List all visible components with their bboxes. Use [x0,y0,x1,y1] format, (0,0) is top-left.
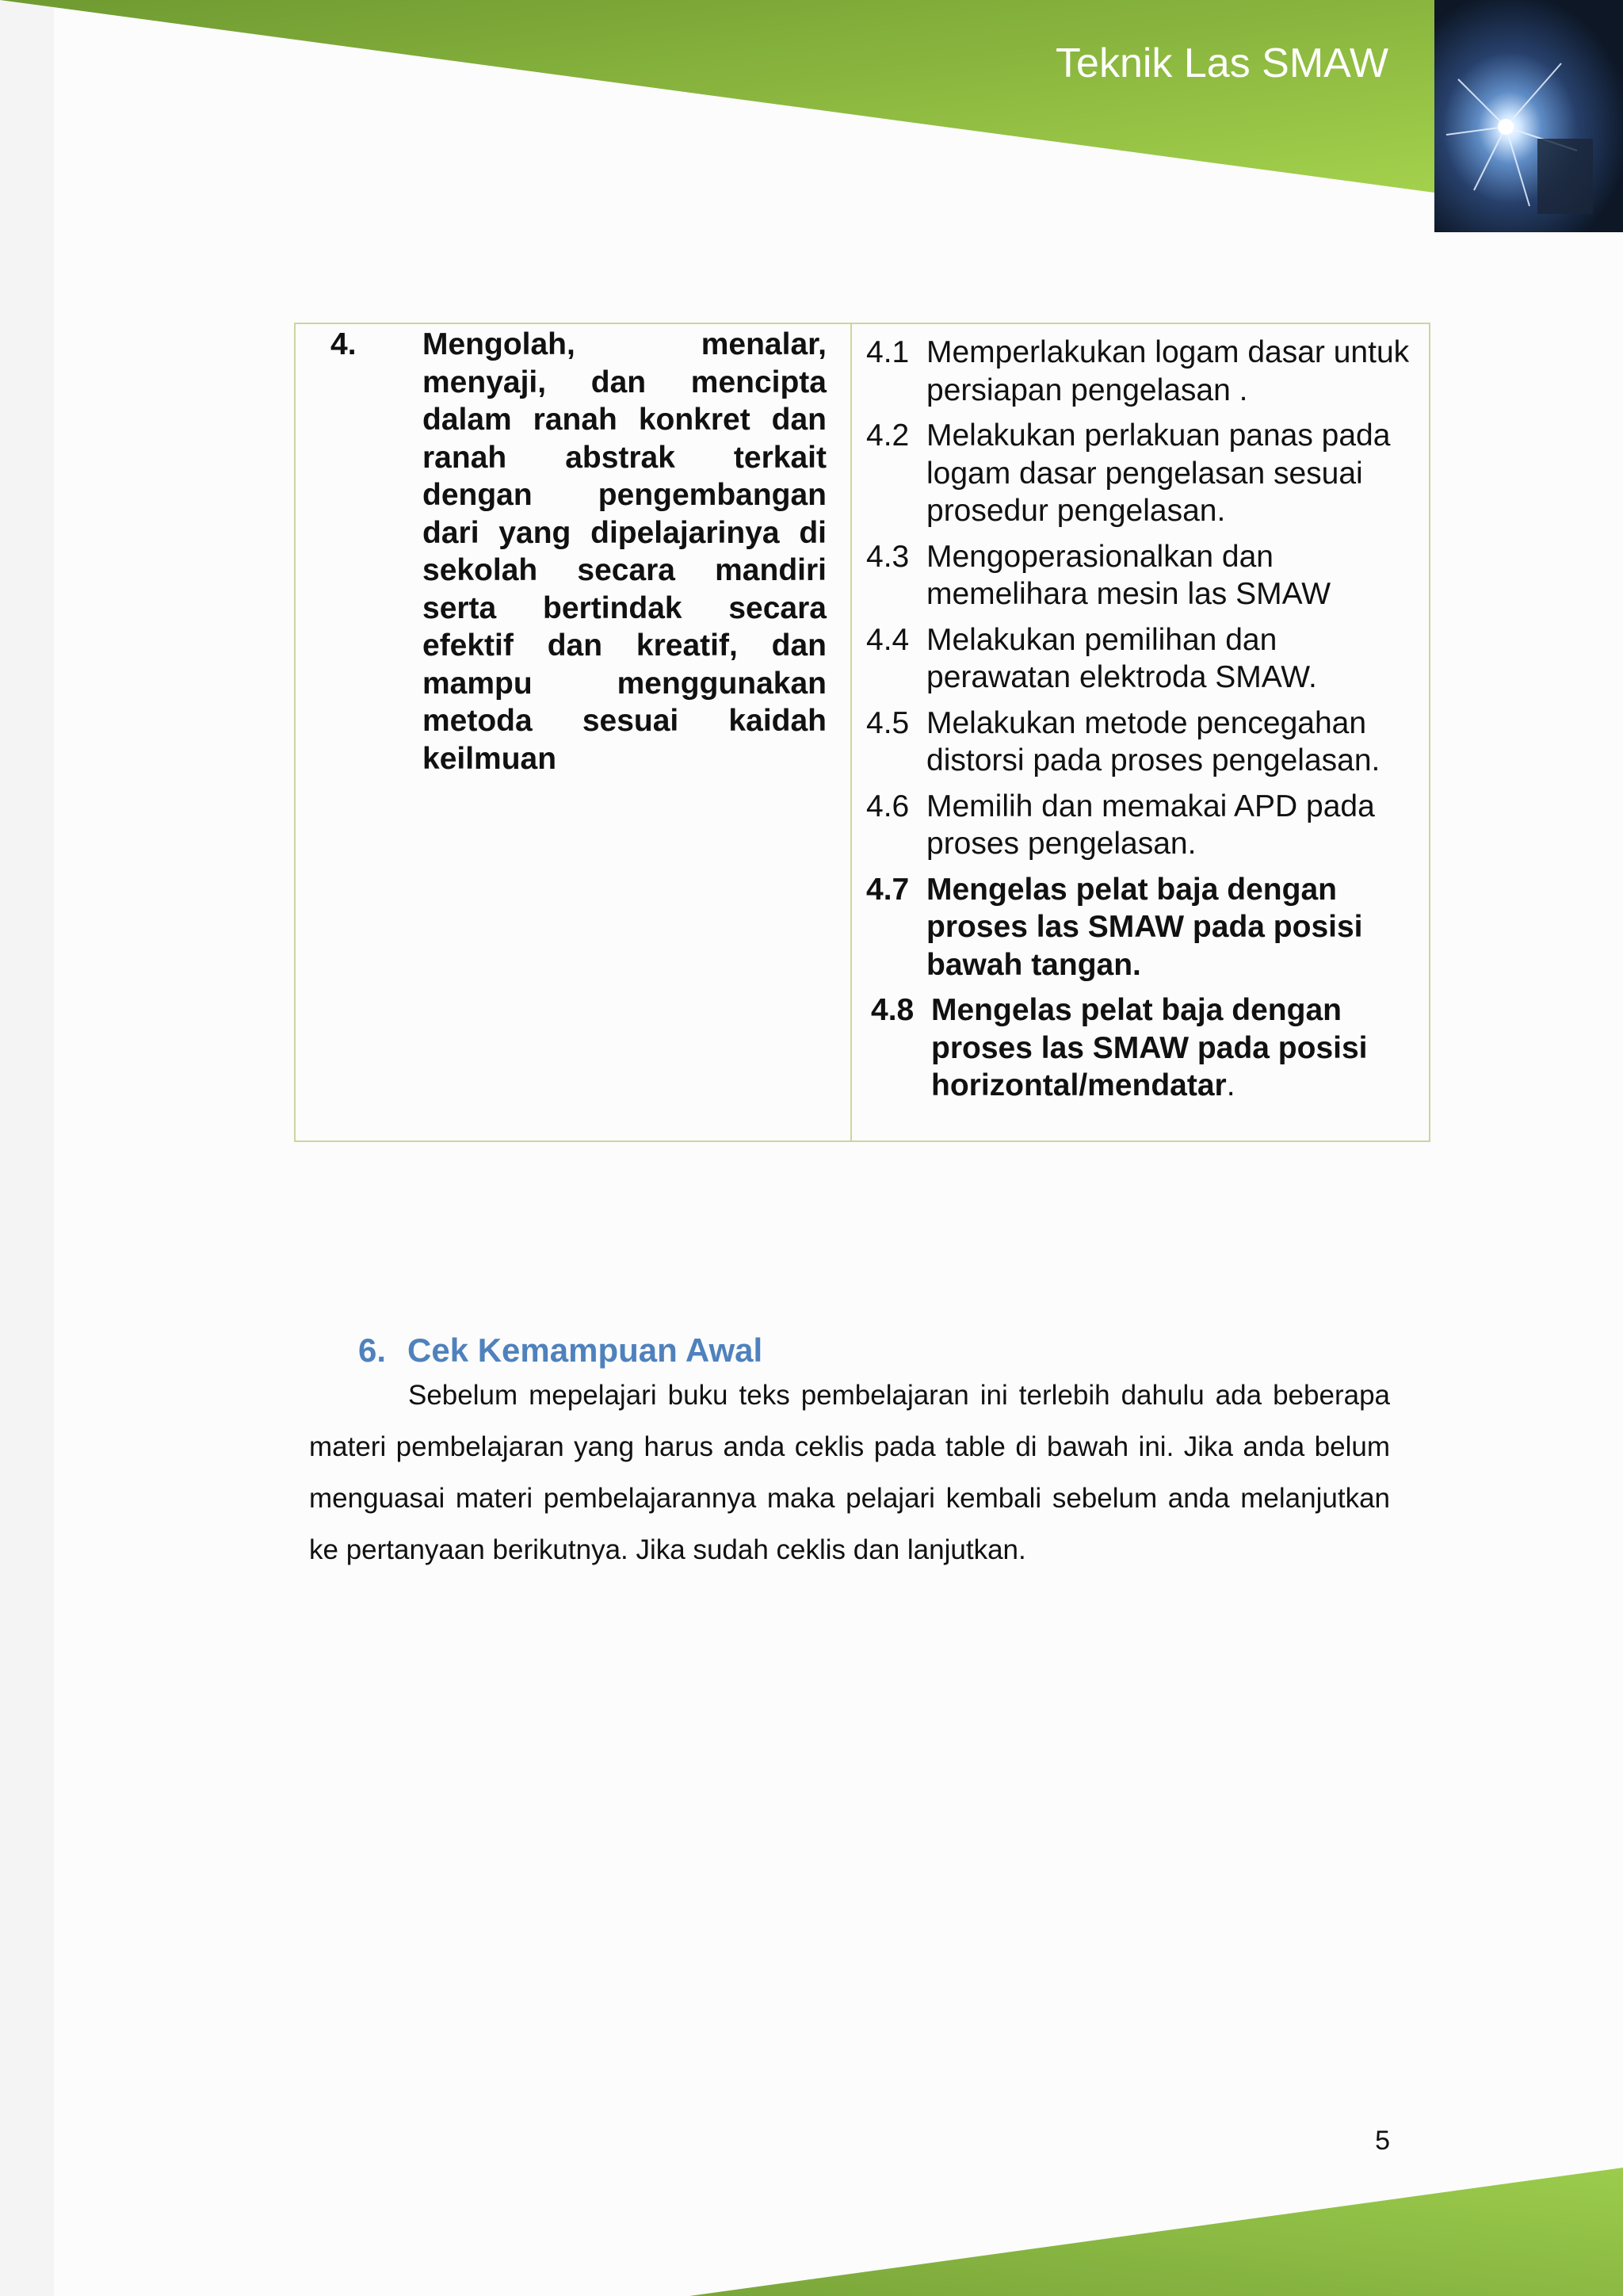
welding-photo-icon [1434,0,1623,232]
list-item-text: Memperlakukan logam dasar untuk persiapan pengelasan . [926,335,1410,407]
list-item-number: 4.2 [866,418,910,453]
page-margin-shade [0,0,54,2296]
list-item [866,538,1421,613]
list-item-text: Mengoperasionalkan dan memelihara mesin las SMAW [926,539,1331,611]
list-item-number: 4.5 [866,705,910,740]
list-item [866,621,1421,697]
list-item [866,334,1421,409]
list-item-text: Mengelas pelat baja dengan proses las SMAW pada posisi bawah tangan. [926,872,1363,982]
list-item-text: Melakukan metode pencegahan distorsi pada proses pengelasan. [926,705,1381,777]
competency-table [294,323,1430,1142]
list-item-number: 4.6 [866,789,910,823]
list-item-number: 4.8 [871,993,915,1027]
list-item [866,417,1421,530]
basic-competency-list [866,334,1421,1113]
list-item [871,991,1421,1105]
table-column-divider [850,324,852,1140]
page-number: 5 [1375,2126,1390,2156]
core-competency-number: 4. [330,327,357,361]
list-item-number: 4.1 [866,335,910,369]
list-item-number: 4.3 [866,539,910,574]
header-green-band [0,0,1623,206]
list-item-text: Mengelas pelat baja dengan proses las SMAW pada posisi horizontal/mendatar [931,993,1368,1102]
list-item [866,705,1421,780]
section-number: 6. [358,1331,387,1369]
footer-green-band [0,2156,1623,2296]
list-item-tail: . [1226,1068,1235,1102]
header-title: Teknik Las SMAW [1056,40,1388,86]
spark-icon [1442,8,1615,224]
section-title: Cek Kemampuan Awal [407,1331,763,1369]
core-competency-text: Mengolah, menalar, menyaji, dan mencipta dalam ranah konkret dan ranah abstrak terkait dengan pengembangan dari yang dipelajarinya di sekolah secara mandiri serta bertindak secara efektif dan kreatif, dan mampu menggunakan metoda sesuai kaidah keilmuan [422,327,827,776]
list-item-text: Melakukan pemilihan dan perawatan elektroda SMAW. [926,622,1317,694]
list-item-number: 4.4 [866,622,910,657]
list-item-number: 4.7 [866,872,910,907]
section-heading [358,1331,762,1370]
list-item-text: Memilih dan memakai APD pada proses pengelasan. [926,789,1375,861]
list-item-text: Melakukan perlakuan panas pada logam dasar pengelasan sesuai prosedur pengelasan. [926,418,1391,528]
list-item [866,788,1421,863]
section-paragraph: Sebelum mepelajari buku teks pembelajaran ini terlebih dahulu ada beberapa materi pembelajaran yang harus anda ceklis pada table di bawah ini. Jika anda belum menguasai materi pembelajarannya maka pelajari kembali sebelum anda melanjutkan ke pertanyaan berikutnya. Jika sudah ceklis dan lanjutkan. [309,1380,1390,1565]
list-item [866,871,1421,984]
